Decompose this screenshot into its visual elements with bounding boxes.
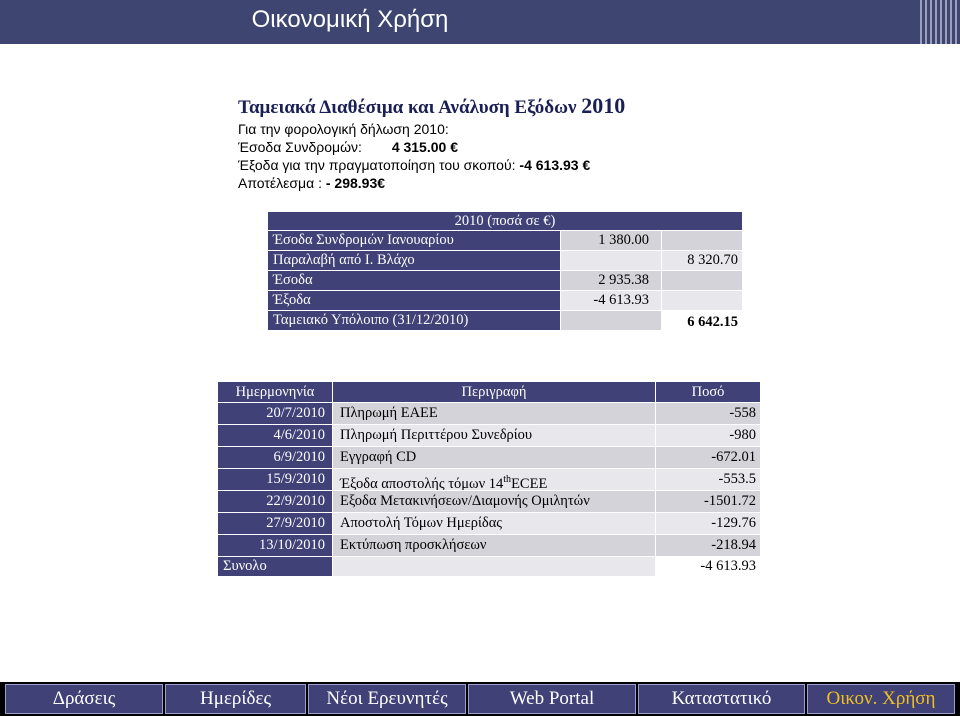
row-amount: -558 [656,403,760,424]
nav-actions[interactable]: Δράσεις [5,684,163,714]
summary-row-col1: 1 380.00 [561,231,661,250]
summary-row-col1: -4 613.93 [561,291,661,310]
summary-row-col1 [561,311,661,330]
row-amount: -129.76 [656,513,760,534]
income-label: Έσοδα Συνδρομών: [238,139,362,155]
row-date: 22/9/2010 [218,491,332,512]
page-title: Οικονομική Χρήση [251,6,449,33]
summary-row-label: Έξοδα [268,291,560,310]
nav-statute[interactable]: Καταστατικό [638,684,805,714]
total-label: Συνολο [218,557,332,576]
heading-year: 2010 [581,93,626,118]
summary-row-label: Έσοδα Συνδρομών Ιανουαρίου [268,231,560,250]
row-date: 6/9/2010 [218,447,332,468]
nav-young-researchers[interactable]: Νέοι Ερευνητές [308,684,466,714]
expenses-value: -4 613.93 € [519,157,591,173]
summary-row-label: Έσοδα [268,271,560,290]
summary-row-label: Ταμειακό Υπόλοιπο (31/12/2010) [268,311,560,330]
row-date: 13/10/2010 [218,535,332,556]
expenses-label: Έξοδα για την πραγματοποίηση του σκοπού: [238,157,516,173]
nav-web-portal[interactable]: Web Portal [468,684,636,714]
income-value: 4 315.00 € [391,139,458,155]
row-description: Εξοδα Μετακινήσεων/Διαμονής Ομιλητών [333,491,655,512]
row-amount: -1501.72 [656,491,760,512]
section-heading [238,93,625,119]
row-description-main: Έξοδα αποστολής τόμων 14 [340,475,504,490]
row-description-end: ECEE [511,475,548,490]
row-date: 20/7/2010 [218,403,332,424]
result-label: Αποτέλεσμα : [238,175,322,191]
summary-row-col2 [662,231,742,250]
cash-balance-value: 6 642.15 [687,314,738,330]
nav-workshops[interactable]: Ημερίδες [165,684,306,714]
row-date: 15/9/2010 [218,469,332,490]
summary-row-col2 [662,291,742,310]
nav-financial-year[interactable]: Οικον. Χρήση [807,684,955,714]
row-amount: -672.01 [656,447,760,468]
row-description: Πληρωμή Περιττέρου Συνεδρίου [333,425,655,446]
decorative-stripes [920,0,960,44]
summary-row-col1 [561,251,661,270]
info-line-income [238,138,458,156]
summary-row-col2: 8 320.70 [662,251,742,270]
column-header-date: Ημερμονηνία [218,382,332,402]
column-header-description: Περιγραφή [333,382,655,402]
summary-row-label: Παραλαβή από Ι. Βλάχο [268,251,560,270]
info-line-expenses [238,156,590,174]
info-line-tax-text: Για την φορολογική δήλωση 2010: [238,121,449,137]
summary-header: 2010 (ποσά σε €) [268,212,742,230]
summary-row-col1: 2 935.38 [561,271,661,290]
row-description-sup: th [503,474,512,485]
row-description: Εγγραφή CD [333,447,655,468]
info-line-tax [238,120,449,138]
title-bar [0,0,960,44]
row-amount: -218.94 [656,535,760,556]
summary-row-col2 [662,271,742,290]
heading-text: Ταμειακά Διαθέσιμα και Ανάλυση Εξόδων [238,97,577,118]
total-empty-cell [333,557,655,576]
info-line-result [238,174,385,192]
total-amount: -4 613.93 [700,558,756,574]
row-amount: -980 [656,425,760,446]
row-date: 27/9/2010 [218,513,332,534]
row-description: Πληρωμή ΕΑΕΕ [333,403,655,424]
column-header-amount: Ποσό [656,382,760,402]
result-value: - 298.93€ [325,175,386,191]
row-amount: -553.5 [656,469,760,490]
row-description: Εκτύπωση προσκλήσεων [333,535,655,556]
row-date: 4/6/2010 [218,425,332,446]
row-description: Αποστολή Τόμων Ημερίδας [333,513,655,534]
row-description [333,469,655,490]
